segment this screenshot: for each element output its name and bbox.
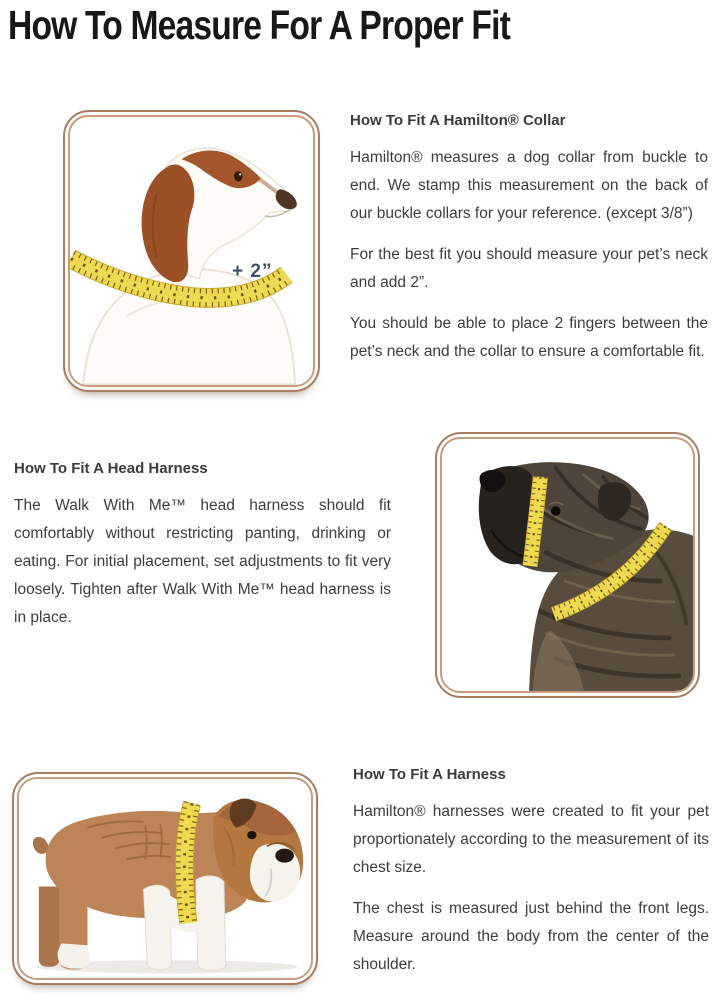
- harness-section-text: [353, 766, 709, 992]
- head-harness-paragraph: The Walk With Me™ head harness should fit comfortably without restricting panting, drinking or eating. For initial placement, set adjustments to fit very loosely. Tighten after Walk With Me™ head harness is in place.: [14, 497, 391, 626]
- tape-measure-graphic: [184, 803, 192, 923]
- page-title: How To Measure For A Proper Fit: [8, 2, 510, 48]
- dog-muzzle-measure-image: [442, 439, 693, 691]
- head-harness-photo: [440, 437, 695, 693]
- head-harness-section-text: [14, 460, 391, 645]
- head-harness-photo-frame: [435, 432, 700, 698]
- harness-photo: [17, 777, 313, 980]
- harness-paragraph: Hamilton® harnesses were created to fit your pet proportionately according to the measurement of its chest size.: [353, 803, 709, 876]
- collar-paragraph: You should be able to place 2 fingers between the pet’s neck and the collar to ensure a comfortable fit.: [350, 315, 708, 360]
- head-harness-heading: How To Fit A Head Harness: [14, 460, 208, 477]
- harness-photo-frame: [12, 772, 318, 985]
- plus-2-inches-label: + 2”: [232, 261, 273, 282]
- collar-paragraph: For the best fit you should measure your pet’s neck and add 2”.: [350, 246, 708, 291]
- harness-heading: How To Fit A Harness: [353, 766, 506, 783]
- dog-neck-measure-image: [70, 117, 313, 385]
- collar-heading: How To Fit A Hamilton® Collar: [350, 112, 566, 129]
- harness-paragraph: The chest is measured just behind the front legs. Measure around the body from the center of the shoulder.: [353, 900, 709, 973]
- collar-paragraph: Hamilton® measures a dog collar from buckle to end. We stamp this measurement on the back of our buckle collars for your reference. (except 3/8”): [350, 149, 708, 222]
- bulldog-chest-measure-image: [19, 779, 311, 978]
- collar-photo-frame: [63, 110, 320, 392]
- collar-section-text: [350, 112, 708, 379]
- collar-photo: [68, 115, 315, 387]
